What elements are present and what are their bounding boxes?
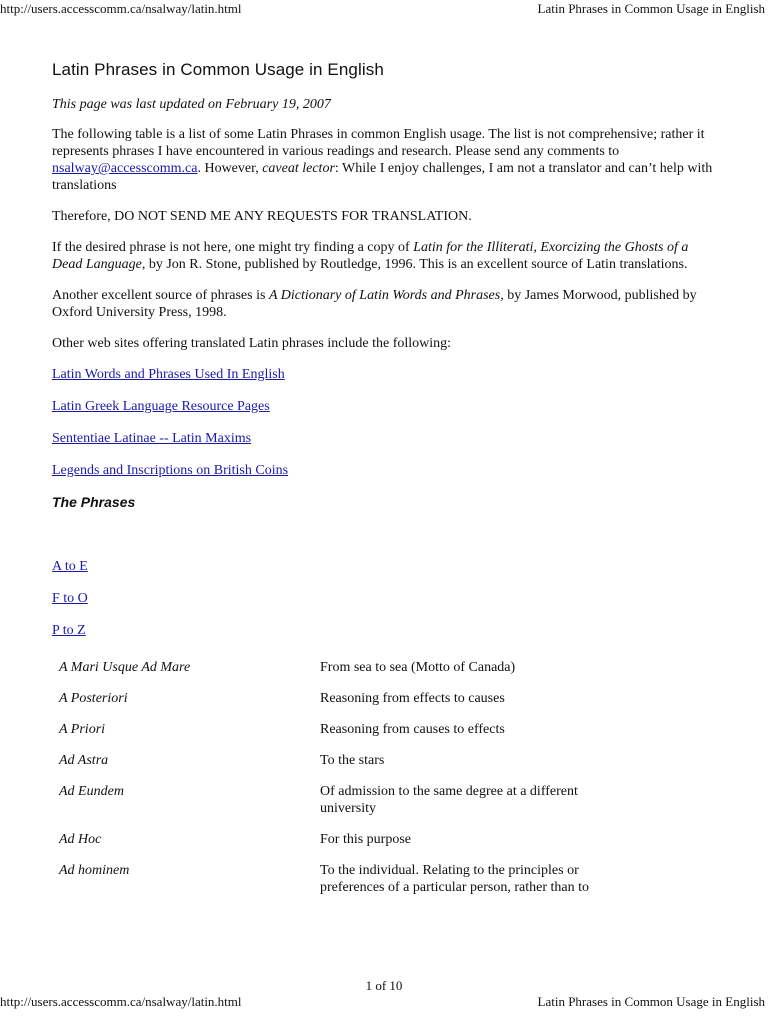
phrases-heading: The Phrases — [52, 494, 136, 510]
link-latin-greek-resources[interactable]: Latin Greek Language Resource Pages — [52, 399, 270, 414]
source2-book-title: A Dictionary of Latin Words and Phrases — [268, 288, 501, 303]
latin-phrase: A Mari Usque Ad Mare — [59, 660, 191, 675]
link-p-to-z[interactable]: P to Z — [52, 623, 86, 638]
other-sites-intro: Other web sites offering translated Latin phrases include the following: — [52, 336, 452, 351]
page-title: Latin Phrases in Common Usage in English — [52, 60, 384, 79]
resource-link-item — [52, 366, 717, 383]
source1-book-title: Latin for the Illiterati, Exorcizing the Ghosts of a Dead Language — [52, 240, 689, 272]
link-sententiae-latinae[interactable]: Sententiae Latinae -- Latin Maxims — [52, 431, 252, 446]
english-translation: For this purpose — [320, 832, 411, 847]
email-link[interactable]: nsalway@accesscomm.ca — [52, 161, 198, 176]
translation-warning: Therefore, DO NOT SEND ME ANY REQUESTS FOR TRANSLATION. — [52, 209, 472, 224]
english-translation: Of admission to the same degree at a different university — [320, 784, 578, 816]
english-translation: To the stars — [320, 753, 385, 768]
intro-paragraph — [52, 126, 717, 194]
source-paragraph-2 — [52, 287, 717, 321]
table-row — [53, 690, 610, 721]
table-row — [53, 752, 610, 783]
link-f-to-o[interactable]: F to O — [52, 591, 88, 606]
page-number: 1 of 10 — [365, 978, 403, 993]
latin-phrase: Ad Eundem — [59, 784, 124, 799]
intro-text-2: . However, — [197, 161, 263, 176]
english-translation: From sea to sea (Motto of Canada) — [320, 660, 516, 675]
print-footer — [0, 994, 768, 1010]
table-row — [53, 862, 610, 910]
resource-link-item — [52, 462, 717, 479]
english-translation: Reasoning from causes to effects — [320, 722, 505, 737]
resource-link-item — [52, 430, 717, 447]
caveat-lector: caveat lector — [262, 161, 335, 176]
print-footer-url: http://users.accesscomm.ca/nsalway/latin.html — [0, 994, 242, 1009]
latin-phrase: Ad Astra — [59, 753, 109, 768]
source1-text-1: If the desired phrase is not here, one might try finding a copy of — [52, 240, 414, 255]
source2-text-1: Another excellent source of phrases is — [52, 288, 269, 303]
print-header-url: http://users.accesscomm.ca/nsalway/latin.html — [0, 1, 242, 16]
print-header — [0, 1, 768, 17]
source1-text-2: , by Jon R. Stone, published by Routledge, 1996. This is an excellent source of Latin translations. — [141, 257, 688, 272]
intro-text-1: The following table is a list of some Latin Phrases in common English usage. The list is not comprehensive; rather it represents phrases I have encountered in various readings and research. Please send any comments to — [52, 127, 705, 159]
table-row — [53, 659, 610, 690]
latin-phrase: Ad hominem — [59, 863, 130, 878]
latin-phrase: A Posteriori — [59, 691, 128, 706]
latin-phrase: Ad Hoc — [59, 832, 102, 847]
latin-phrase: A Priori — [59, 722, 106, 737]
intro-text-3: : While I enjoy challenges, I am not a translator and can’t help with translations — [52, 161, 713, 193]
source2-text-2: , by James Morwood, published by Oxford University Press, 1998. — [52, 288, 697, 320]
link-latin-words-phrases[interactable]: Latin Words and Phrases Used In English — [52, 367, 285, 382]
source-paragraph-1 — [52, 239, 717, 273]
resource-link-item — [52, 398, 717, 415]
link-british-coins[interactable]: Legends and Inscriptions on British Coins — [52, 463, 289, 478]
alpha-link-item — [52, 558, 717, 575]
last-updated: This page was last updated on February 19, 2007 — [52, 97, 331, 112]
alpha-link-item — [52, 590, 717, 607]
table-row — [53, 831, 610, 862]
print-header-title: Latin Phrases in Common Usage in English — [537, 1, 765, 16]
table-row — [53, 783, 610, 831]
page-content — [52, 60, 717, 910]
alpha-link-item — [52, 622, 717, 639]
link-a-to-e[interactable]: A to E — [52, 559, 88, 574]
phrases-table — [53, 659, 610, 910]
print-footer-title: Latin Phrases in Common Usage in English — [537, 994, 765, 1009]
english-translation: To the individual. Relating to the principles or preferences of a particular person, rather than to — [320, 863, 589, 895]
table-row — [53, 721, 610, 752]
english-translation: Reasoning from effects to causes — [320, 691, 505, 706]
